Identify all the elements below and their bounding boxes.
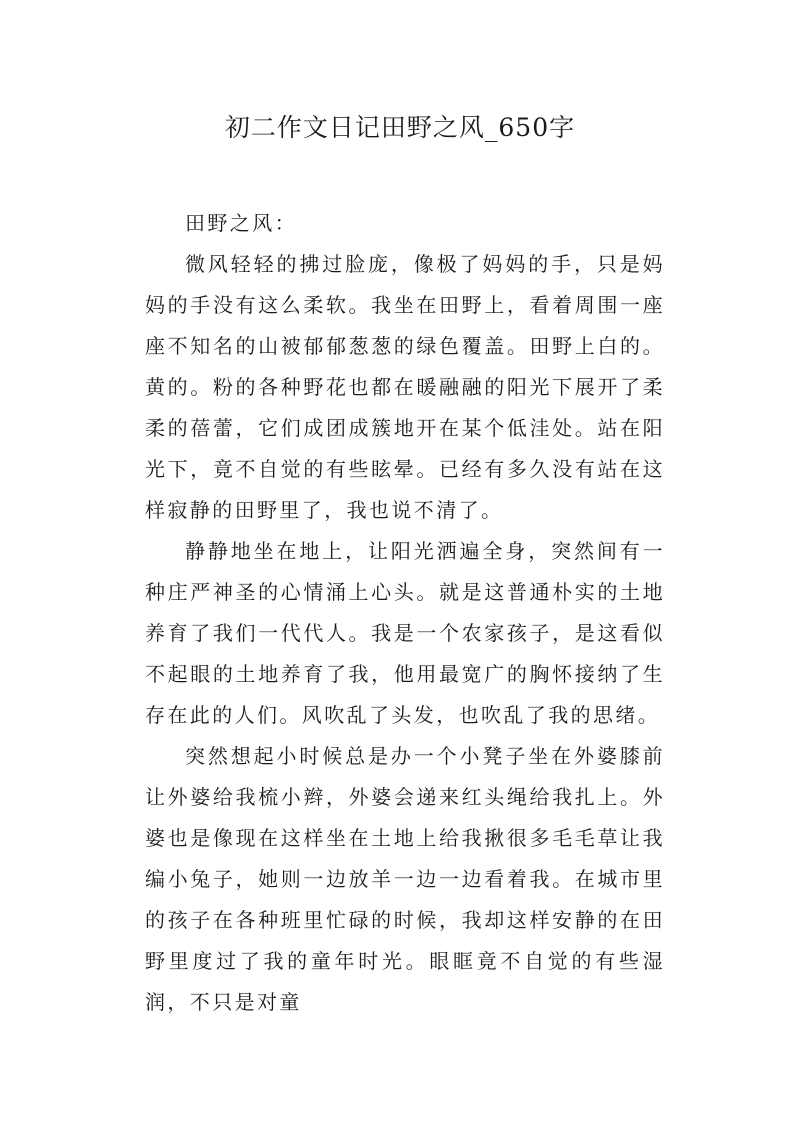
document-title: 初二作文日记田野之风_650字 <box>224 113 576 142</box>
paragraph: 静静地坐在地上，让阳光洒遍全身，突然间有一种庄严神圣的心情涌上心头。就是这普通朴实的土地养育了我们一代代人。我是一个农家孩子，是这看似不起眼的土地养育了我，他用最宽广的胸怀接纳了生存在此的人们。风吹乱了头发，也吹乱了我的思绪。 <box>145 539 665 727</box>
paragraph-heading: 田野之风： <box>185 211 297 235</box>
paragraph: 突然想起小时候总是办一个小凳子坐在外婆膝前让外婆给我梳小辫，外婆会递来红头绳给我扎上。外婆也是像现在这样坐在土地上给我揪很多毛毛草让我编小兔子，她则一边放羊一边一边看着我。在城市里的孩子在各种班里忙碌的时候，我却这样安静的在田野里度过了我的童年时光。眼眶竟不自觉的有些湿润，不只是对童 <box>145 744 665 1014</box>
paragraph: 微风轻轻的拂过脸庞，像极了妈妈的手，只是妈妈的手没有这么柔软。我坐在田野上，看着周围一座座不知名的山被郁郁葱葱的绿色覆盖。田野上白的。黄的。粉的各种野花也都在暖融融的阳光下展开了柔柔的蓓蕾，它们成团成簇地开在某个低洼处。站在阳光下，竟不自觉的有些眩晕。已经有多久没有站在这样寂静的田野里了，我也说不清了。 <box>145 252 665 522</box>
document-body <box>145 203 665 1023</box>
